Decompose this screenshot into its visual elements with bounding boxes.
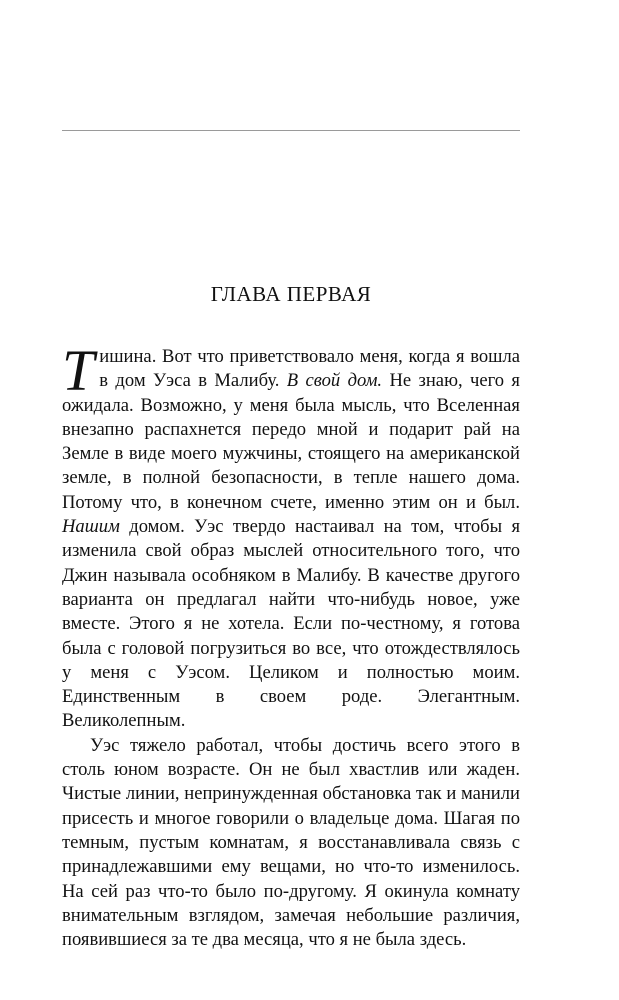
paragraph-1-text-a: ишина. Вот что приветствовало меня, когда я вошла в дом Уэса в Малибу.	[99, 346, 520, 392]
paragraph-1-emphasis-a: В свой дом.	[286, 370, 383, 392]
paragraph-1-text-c: домом. Уэс твердо настаивал на том, чтобы я изменила свой образ мыслей относительного того, что Джин называла особняком в Малибу. В качестве другого варианта он предлагал найти что-нибудь новое, уже вместе. Этого я не хотела. Если по-честному, я готова была с головой погрузиться во все, что отождествлялось у меня с Уэсом. Целиком и полностью моим. Единственным в своем роде. Элегантным. Великолепным.	[62, 516, 520, 732]
body-text	[62, 338, 520, 952]
paragraph-2: Уэс тяжело работал, чтобы достичь всего этого в столь юном возрасте. Он не был хвастлив или жаден. Чистые линии, непринужденная обстановка так и манили присесть и многое говорили о владельце дома. Шагая по темным, пустым комнатам, я восстанавливала связь с принадлежавшими ему вещами, но что-то изменилось. На сей раз что-то было по-другому. Я окинула комнату внимательным взглядом, замечая небольшие различия, появившиеся за те два месяца, что я не была здесь.	[62, 734, 520, 951]
paragraph-1-emphasis-b: Нашим	[62, 516, 120, 538]
chapter-title: ГЛАВА ПЕРВАЯ	[210, 282, 372, 306]
paragraph-1-text-b: Не знаю, чего я ожидала. Возможно, у меня была мысль, что Вселенная внезапно распахнется передо мной и подарит рай на Земле в виде моего мужчины, стоящего на американской земле, в полной безопасности, в тепле нашего дома. Потому что, в конечном счете, именно этим он и был.	[62, 370, 520, 513]
header-rule	[62, 130, 520, 131]
paragraph-1	[62, 338, 520, 734]
drop-cap: Т	[62, 338, 95, 403]
